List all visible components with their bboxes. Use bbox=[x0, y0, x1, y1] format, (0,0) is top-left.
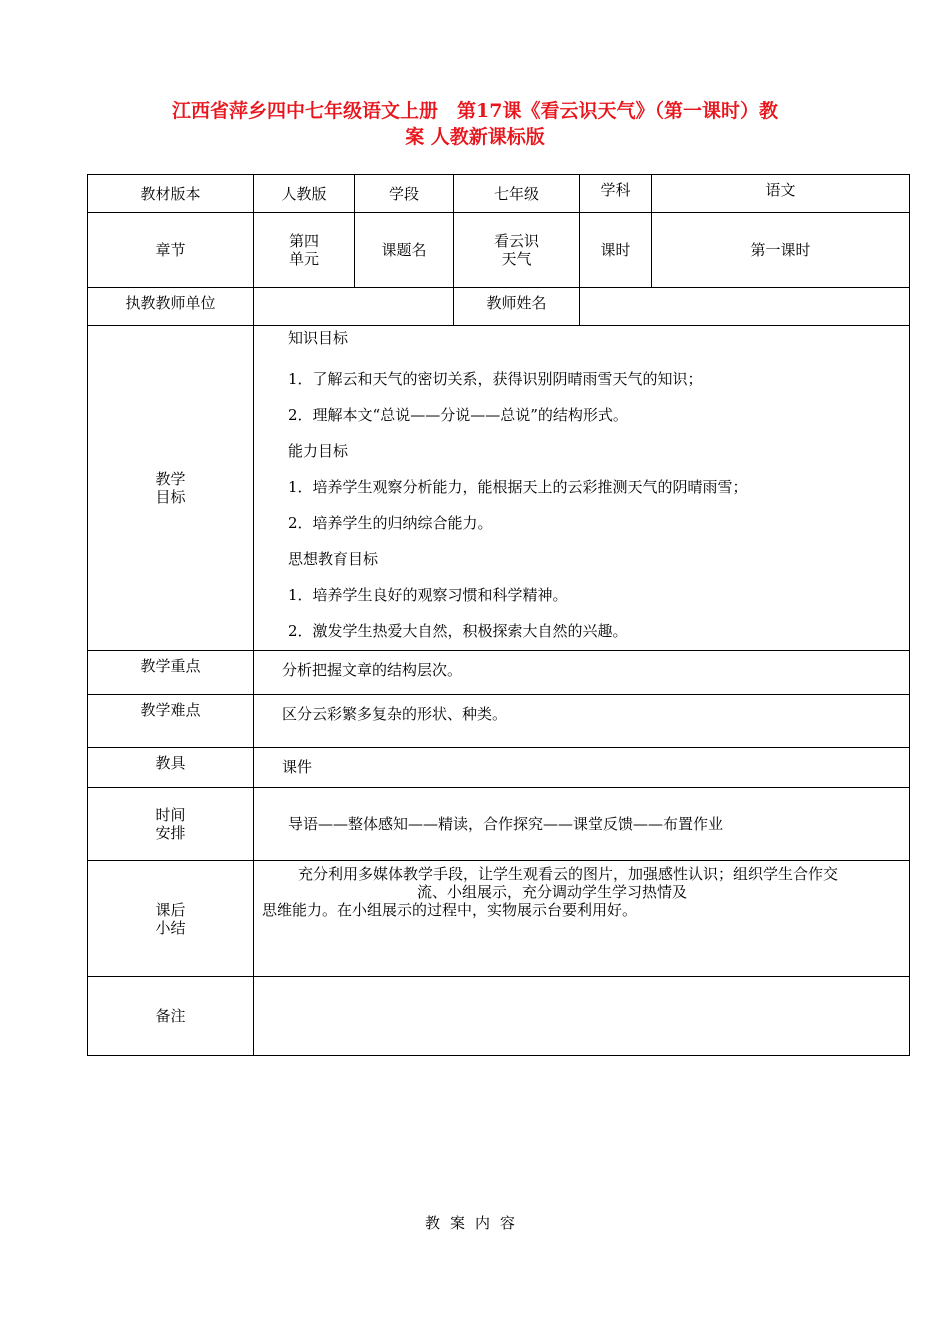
summary-line-2: 流、小组展示，充分调动学生学习热情及 bbox=[417, 883, 688, 901]
lesson-plan-table bbox=[87, 174, 910, 1056]
row-chapter bbox=[88, 213, 910, 288]
row-basic-info bbox=[88, 175, 910, 213]
textbook-label: 教材版本 bbox=[88, 175, 254, 213]
knowledge-goal-item: 1．了解云和天气的密切关系，获得识别阴晴雨雪天气的知识； bbox=[288, 370, 703, 388]
chapter-value bbox=[254, 213, 355, 288]
ability-goal-heading: 能力目标 bbox=[288, 442, 349, 460]
chapter-label: 章节 bbox=[88, 213, 254, 288]
focus-label: 教学重点 bbox=[88, 651, 254, 695]
row-focus bbox=[88, 651, 910, 695]
notes-value bbox=[254, 977, 910, 1056]
difficulty-label: 教学难点 bbox=[88, 695, 254, 748]
page-footer: 教案内容 bbox=[424, 1214, 525, 1232]
row-difficulty bbox=[88, 695, 910, 748]
moral-goal-item: 1．培养学生良好的观察习惯和科学精神。 bbox=[288, 586, 568, 604]
summary-label-line-1: 课后 bbox=[155, 900, 186, 919]
notes-label: 备注 bbox=[88, 977, 254, 1056]
schedule-label-line-2: 安排 bbox=[155, 824, 186, 842]
summary-label bbox=[88, 861, 254, 977]
topic-value-line-2: 天气 bbox=[501, 250, 532, 268]
stage-label: 学段 bbox=[355, 175, 454, 213]
row-schedule bbox=[88, 788, 910, 861]
ability-goal-item: 2．培养学生的归纳综合能力。 bbox=[288, 514, 493, 532]
chapter-value-line-2: 单元 bbox=[288, 250, 319, 268]
teacher-value bbox=[580, 288, 910, 326]
row-tools bbox=[88, 748, 910, 788]
unit-label: 执教教师单位 bbox=[88, 288, 254, 326]
topic-value bbox=[454, 213, 580, 288]
topic-value-line-1: 看云识 bbox=[493, 232, 539, 250]
subject-value: 语文 bbox=[652, 175, 910, 213]
ability-goal-item: 1．培养学生观察分析能力，能根据天上的云彩推测天气的阴晴雨雪； bbox=[288, 478, 748, 496]
stage-value: 七年级 bbox=[454, 175, 580, 213]
title-line-1: 江西省萍乡四中七年级语文上册 第17课《看云识天气》（第一课时）教 bbox=[172, 100, 778, 122]
topic-label: 课题名 bbox=[355, 213, 454, 288]
subject-label: 学科 bbox=[580, 175, 652, 213]
focus-value: 分析把握文章的结构层次。 bbox=[254, 651, 910, 695]
moral-goal-item: 2．激发学生热爱大自然，积极探索大自然的兴趣。 bbox=[288, 622, 628, 640]
period-value: 第一课时 bbox=[652, 213, 910, 288]
knowledge-goal-heading: 知识目标 bbox=[288, 329, 349, 347]
goals-label-line-2: 目标 bbox=[155, 488, 186, 506]
difficulty-value: 区分云彩繁多复杂的形状、种类。 bbox=[254, 695, 910, 748]
textbook-value: 人教版 bbox=[254, 175, 355, 213]
document-title bbox=[60, 98, 890, 150]
schedule-value: 导语——整体感知——精读，合作探究——课堂反馈——布置作业 bbox=[254, 788, 910, 861]
schedule-label bbox=[88, 788, 254, 861]
title-line-2: 案 人教新课标版 bbox=[405, 126, 545, 148]
summary-label-line-2: 小结 bbox=[155, 918, 186, 937]
teacher-label: 教师姓名 bbox=[454, 288, 580, 326]
goals-content bbox=[254, 326, 910, 651]
goals-label-line-1: 教学 bbox=[155, 470, 186, 488]
summary-line-3: 思维能力。在小组展示的过程中，实物展示台要利用好。 bbox=[262, 901, 638, 919]
summary-line-1: 充分利用多媒体教学手段，让学生观看云的图片，加强感性认识；组织学生合作交 bbox=[298, 865, 839, 883]
knowledge-goal-item: 2．理解本文“总说——分说——总说”的结构形式。 bbox=[288, 406, 628, 424]
summary-content bbox=[254, 861, 910, 977]
schedule-label-line-1: 时间 bbox=[155, 806, 186, 824]
period-label: 课时 bbox=[580, 213, 652, 288]
chapter-value-line-1: 第四 bbox=[288, 232, 319, 250]
row-summary bbox=[88, 861, 910, 977]
tools-label: 教具 bbox=[88, 748, 254, 788]
moral-goal-heading: 思想教育目标 bbox=[288, 550, 379, 568]
row-teacher bbox=[88, 288, 910, 326]
unit-value bbox=[254, 288, 454, 326]
row-notes bbox=[88, 977, 910, 1056]
row-goals bbox=[88, 326, 910, 651]
goals-label bbox=[88, 326, 254, 651]
tools-value: 课件 bbox=[254, 748, 910, 788]
